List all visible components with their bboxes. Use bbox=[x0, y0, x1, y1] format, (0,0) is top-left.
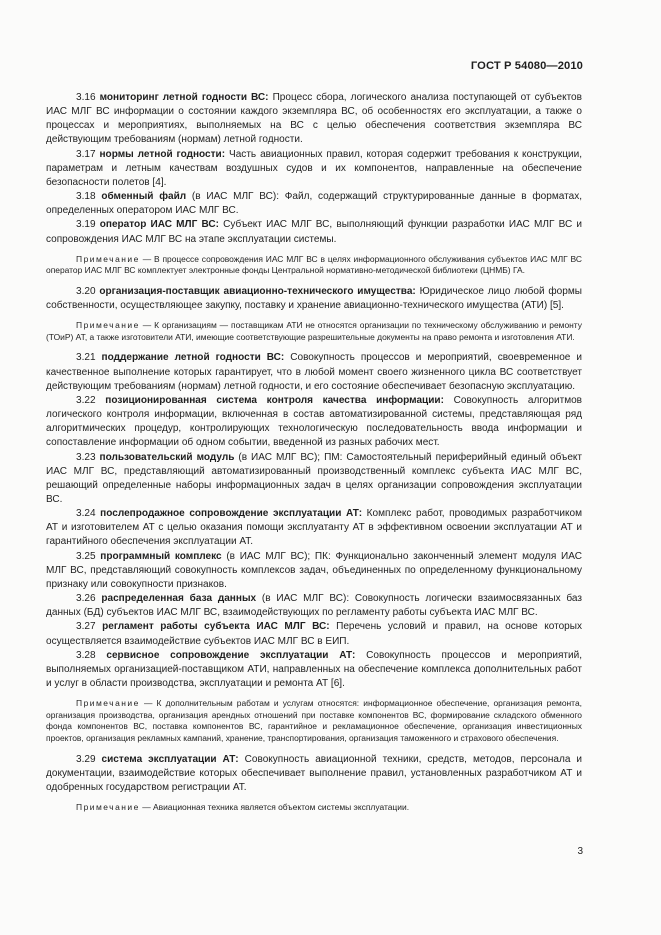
definition-3-16 bbox=[46, 91, 582, 148]
note-label: Примечание bbox=[76, 698, 140, 709]
definition-text: (в ИАС МЛГ ВС); ПМ: Самостоятельный периферийный единый объект ИАС МЛГ ВС, представляющий автоматизированный производственный комплекс субъекта ИАС МЛГ ВС, решающий определенные наборы информационных задач в целях организации сопровождения эксплуатации ВС. bbox=[46, 451, 583, 505]
definition-number: 3.18 bbox=[76, 191, 96, 203]
definition-number: 3.24 bbox=[76, 508, 96, 520]
note bbox=[46, 802, 582, 814]
definition-number: 3.26 bbox=[76, 593, 96, 605]
definition-3-27 bbox=[46, 620, 582, 648]
definition-3-24 bbox=[46, 507, 582, 549]
note bbox=[46, 320, 582, 343]
definition-number: 3.25 bbox=[76, 550, 96, 562]
note-text: — В процессе сопровождения ИАС МЛГ ВС в целях информационного обслуживания субъектов ИАС МЛГ ВС оператор ИАС МЛГ ВС комплектует электронные фонды Центральной нормативно-методической библиотеки (ЦНМБ) ГА. bbox=[46, 253, 582, 276]
note bbox=[46, 254, 582, 277]
definition-term: послепродажное сопровождение эксплуатации АТ: bbox=[100, 508, 363, 520]
note-label: Примечание bbox=[76, 802, 140, 812]
definition-number: 3.29 bbox=[76, 753, 96, 765]
definition-term: сервисное сопровождение эксплуатации АТ: bbox=[106, 649, 356, 661]
definition-number: 3.21 bbox=[76, 352, 96, 364]
note-label: Примечание bbox=[76, 253, 140, 264]
definition-3-18 bbox=[46, 190, 582, 218]
definition-term: позиционированная система контроля качества информации: bbox=[105, 394, 444, 406]
definition-text: Совокупность авиационной техники, средств, методов, персонала и документации, взаимодействие которых обеспечивает выполнение правил, установленных разработчиком АТ и одобренных государством регистрации АТ. bbox=[46, 753, 583, 793]
definitions-list bbox=[46, 91, 582, 822]
definition-term: регламент работы субъекта ИАС МЛГ ВС: bbox=[102, 621, 330, 633]
definition-text: Совокупность алгоритмов логического контроля информации, включенная в состав автоматизированной системы, представляющая ряд алгоритмических процедур, контролирующих технологическую последовательность ввода информации и сопоставление информации об одном событии, введенной из разных рабочих мест. bbox=[46, 394, 583, 449]
note-text: — К организациям — поставщикам АТИ не относятся организации по техническому обслуживанию и ремонту (ТОиР) АТ, а также изготовители АТИ, имеющие соответствующие разрешительные документы на право ремонта и изготовления АТИ. bbox=[46, 320, 582, 342]
definition-3-19 bbox=[46, 218, 582, 246]
note-text: — Авиационная техника является объектом системы эксплуатации. bbox=[142, 802, 410, 812]
definition-3-28 bbox=[46, 649, 582, 691]
definition-text: Совокупность процессов и мероприятий, выполняемых организацией-поставщиком АТИ, направленных на обеспечение комплекса дополнительных работ и услуг в области производства, эксплуатации и ремонта АТ [6]. bbox=[46, 649, 583, 689]
definition-term: пользовательский модуль bbox=[99, 451, 235, 463]
definition-text: Часть авиационных правил, которая содержит требования к конструкции, параметрам и летным качествам воздушных судов и их компонентов, направленные на обеспечение безопасности полетов [4]. bbox=[46, 148, 582, 188]
definition-text: Субъект ИАС МЛГ ВС, выполняющий функции разработки ИАС МЛГ ВС и сопровождения ИАС МЛГ ВС на этапе эксплуатации системы. bbox=[46, 219, 582, 245]
definition-text: Совокупность процессов и мероприятий, своевременное и качественное выполнение которых гарантирует, что в любой момент своего жизненного цикла ВС соответствует действующим требованиям (нормам) летной годности, и его состояние обеспечивает безопасную эксплуатацию. bbox=[46, 352, 582, 392]
definition-number: 3.23 bbox=[76, 451, 96, 463]
definition-term: поддержание летной годности ВС: bbox=[101, 352, 285, 364]
definition-term: программный комплекс bbox=[100, 550, 222, 562]
definition-term: нормы летной годности: bbox=[99, 148, 226, 160]
definition-3-26 bbox=[46, 592, 582, 620]
definition-term: распределенная база данных bbox=[101, 593, 257, 605]
definition-3-20 bbox=[46, 285, 582, 313]
standard-designation: ГОСТ Р 54080—2010 bbox=[470, 60, 583, 72]
definition-3-25 bbox=[46, 550, 582, 592]
note-text: — К дополнительным работам и услугам относятся: информационное обеспечение, организация ремонта, организация производства, организация арендных отношений при поставке компонентов ВС, формирование складского обменного фонда компонентов ВС, поставка компонентов ВС, гарантийное и рекламационное обеспечение, организация инвестиционных проектов, организация рекламных кампаний, хранение, транспортирования, организация таможенного и страхового обеспечения. bbox=[46, 698, 582, 743]
definition-number: 3.19 bbox=[76, 219, 96, 231]
definition-number: 3.22 bbox=[76, 394, 96, 406]
definition-number: 3.17 bbox=[76, 148, 96, 160]
note bbox=[46, 698, 582, 744]
page-number: 3 bbox=[577, 846, 583, 857]
definition-3-21 bbox=[46, 351, 582, 393]
definition-term: обменный файл bbox=[101, 191, 187, 203]
definition-3-29 bbox=[46, 753, 582, 795]
definition-number: 3.16 bbox=[76, 92, 96, 103]
definition-text: Процесс сбора, логического анализа поступающей от субъектов ИАС МЛГ ВС информации о состоянии каждого экземпляра ВС, об особенностях его эксплуатации, а также о процессах и мероприятиях, выполняемых на ВС с целью обеспечения соответствия экземпляра ВС действующим требованиям (нормам) летной годности. bbox=[46, 92, 582, 146]
definition-text: Юридическое лицо любой формы собственности, осуществляющее закупку, поставку и хранение авиационно-технического имущества (АТИ) [5]. bbox=[46, 285, 582, 312]
definition-text: (в ИАС МЛГ ВС): Совокупность логически взаимосвязанных баз данных (БД) субъектов ИАС МЛГ ВС, взаимодействующих по регламенту работы субъекта ИАС МЛГ ВС. bbox=[46, 593, 583, 619]
note-label: Примечание bbox=[76, 320, 140, 331]
definition-term: организация-поставщик авиационно-технического имущества: bbox=[99, 285, 416, 297]
definition-3-17 bbox=[46, 148, 582, 190]
definition-number: 3.20 bbox=[76, 285, 96, 297]
definition-number: 3.28 bbox=[76, 649, 96, 661]
definition-3-22 bbox=[46, 394, 582, 451]
definition-text: (в ИАС МЛГ ВС); ПК: Функционально законченный элемент модуля ИАС МЛГ ВС, представляющий совокупность комплексов задач, объединенных по определенному функциональному признаку или совокупности признаков. bbox=[46, 550, 582, 590]
definition-term: мониторинг летной годности ВС: bbox=[99, 92, 269, 103]
definition-term: оператор ИАС МЛГ ВС: bbox=[99, 219, 219, 231]
definition-number: 3.27 bbox=[76, 621, 96, 633]
definition-3-23 bbox=[46, 451, 582, 508]
definition-text: Перечень условий и правил, на основе которых осуществляется взаимодействие субъектов ИАС МЛГ ВС в ЕИП. bbox=[46, 621, 582, 647]
definition-term: система эксплуатации АТ: bbox=[101, 753, 239, 765]
definition-text: (в ИАС МЛГ ВС): Файл, содержащий структурированные данные в форматах, определенных оператором ИАС МЛГ ВС. bbox=[46, 191, 583, 217]
definition-text: Комплекс работ, проводимых разработчиком АТ и изготовителем АТ с целью оказания помощи эксплуатанту АТ в эффективном освоении эксплуатации АТ и гарантийного обеспечения эксплуатации АТ. bbox=[46, 508, 583, 548]
